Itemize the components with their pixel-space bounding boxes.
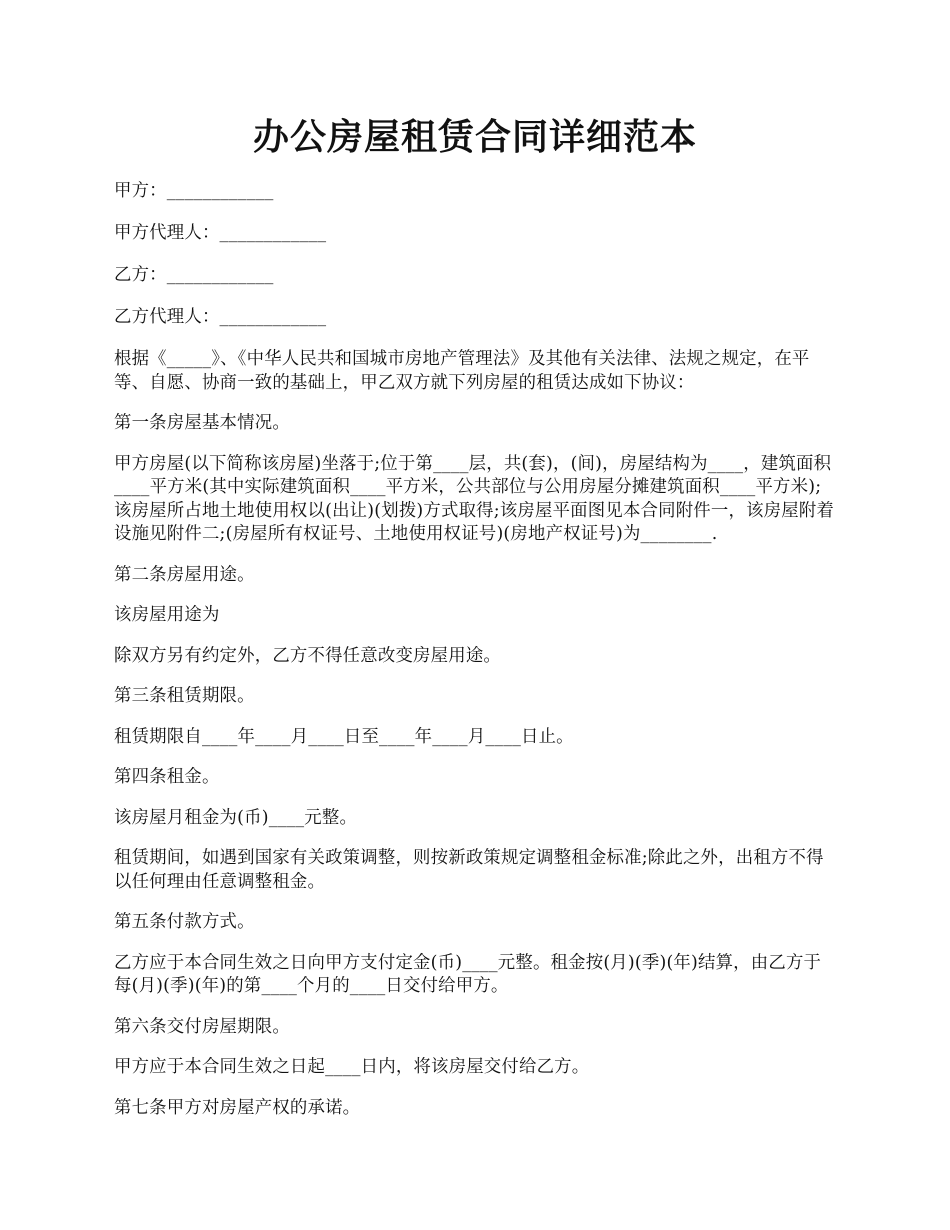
party-b-line: 乙方：____________ bbox=[114, 265, 274, 285]
article-5-text: 乙方应于本合同生效之日向甲方支付定金(币)____元整。租金按(月)(季)(年)结算，由乙方于每(月)(季)(年)的第____个月的____日交付给甲方。 bbox=[114, 952, 822, 996]
article-6-text: 甲方应于本合同生效之日起____日内，将该房屋交付给乙方。 bbox=[114, 1057, 590, 1077]
article-4-text-1: 该房屋月租金为(币)____元整。 bbox=[114, 807, 358, 828]
article-2-heading: 第二条房屋用途。 bbox=[114, 564, 255, 585]
article-4-heading: 第四条租金。 bbox=[114, 767, 220, 787]
article-4-text-2: 租赁期间，如遇到国家有关政策调整，则按新政策规定调整租金标准;除此之外，出租方不得以任何理由任意调整租金。 bbox=[114, 848, 824, 892]
article-5-heading: 第五条付款方式。 bbox=[114, 912, 255, 932]
document-body bbox=[114, 180, 838, 1137]
document-title: 办公房屋租赁合同详细范本 bbox=[252, 116, 697, 158]
party-a-agent-line: 甲方代理人：____________ bbox=[114, 223, 327, 243]
article-6-heading: 第六条交付房屋期限。 bbox=[114, 1016, 290, 1037]
article-2-text-2: 除双方另有约定外，乙方不得任意改变房屋用途。 bbox=[114, 645, 501, 666]
article-1-heading: 第一条房屋基本情况。 bbox=[114, 413, 290, 433]
preamble-paragraph: 根据《_____》、《中华人民共和国城市房地产管理法》及其他有关法律、法规之规定，在平等、自愿、协商一致的基础上，甲乙双方就下列房屋的租赁达成如下协议： bbox=[114, 349, 810, 393]
article-1-text: 甲方房屋(以下简称该房屋)坐落于;位于第____层，共(套)，(间)，房屋结构为____，建筑面积____平方米(其中实际建筑面积____平方米，公共部位与公用房屋分摊建筑面积____平方米);该房屋所占地土地使用权以(出让)(划拨)方式取得;该房屋平面图见本合同附件一，该房屋附着设施见附件二;(房屋所有权证号、土地使用权证号)(房地产权证号)为________. bbox=[114, 453, 835, 544]
party-a-line: 甲方：____________ bbox=[114, 181, 274, 201]
article-2-text-1: 该房屋用途为 bbox=[114, 605, 220, 625]
article-7-heading: 第七条甲方对房屋产权的承诺。 bbox=[114, 1097, 361, 1118]
party-b-agent-line: 乙方代理人：____________ bbox=[114, 307, 327, 327]
article-3-text: 租赁期限自____年____月____日至____年____月____日止。 bbox=[114, 726, 574, 747]
article-3-heading: 第三条租赁期限。 bbox=[114, 686, 255, 706]
